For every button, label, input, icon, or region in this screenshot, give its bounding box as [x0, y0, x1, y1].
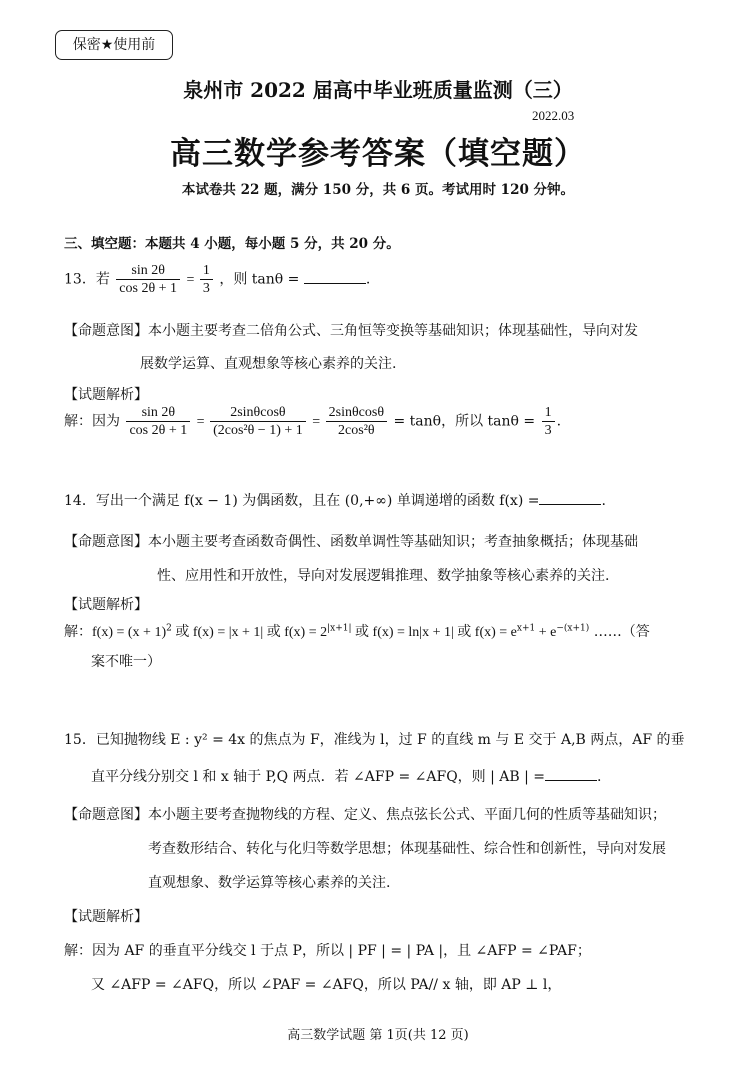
q14-intent-text1: 本小题主要考查函数奇偶性、函数单调性等基础知识；考查抽象概括；体现基础 — [148, 534, 638, 550]
q15-stem-line1: 15．已知抛物线 E : y² = 4x 的焦点为 F，准线为 l，过 F 的直线 m 与 E 交于 A,B 两点，AF 的垂 — [64, 732, 685, 748]
intent-label: 【命题意图】 — [64, 323, 148, 339]
solution-label: 解： — [64, 624, 92, 640]
q13-sol-frac2-num: 2sinθcosθ — [210, 404, 306, 422]
q13-sol-frac1 — [126, 404, 190, 439]
q14-sol-part2: 或 f(x) = |x + 1| 或 f(x) = 2 — [171, 625, 328, 640]
section-heading: 三、填空题：本题共 4 小题，每小题 5 分，共 20 分。 — [64, 236, 400, 252]
q14-stem-text: 14．写出一个满足 f(x − 1) 为偶函数，且在 (0,+∞) 单调递增的函数 f(x) = — [64, 493, 540, 509]
q13-third-num: 1 — [200, 262, 213, 280]
q13-sol-end: . — [556, 413, 562, 430]
solution-label: 解： — [64, 413, 92, 430]
q15-answer-blank — [545, 780, 597, 781]
q15-analysis-label: 【试题解析】 — [64, 909, 148, 925]
q15-stem-line2 — [91, 766, 602, 786]
q14-sol-exp2: x+1 — [516, 623, 536, 634]
q13-answer-blank — [304, 283, 366, 284]
q14-sol-line2: 案不唯一） — [91, 654, 161, 670]
q14-answer-blank — [539, 504, 601, 505]
q13-sol-answer-den: 3 — [544, 423, 552, 438]
q14-sol-square: 2 — [166, 623, 172, 634]
q14-sol-part3: 或 f(x) = ln|x + 1| 或 f(x) = e — [351, 625, 517, 640]
q13-sol-frac3 — [326, 404, 387, 439]
q13-intent-text1: 本小题主要考查二倍角公式、三角恒等变换等基础知识；体现基础性，导向对发 — [148, 323, 638, 339]
q13-frac-num: sin 2θ — [116, 262, 180, 280]
confidential-box: 保密★使用前 — [55, 30, 173, 60]
q14-sol-part1: f(x) = (x + 1) — [92, 625, 167, 640]
q13-third — [200, 262, 213, 297]
exam-intro: 本试卷共 22 题，满分 150 分，共 6 页。考试用时 120 分钟。 — [181, 182, 575, 198]
q13-sol-frac1-den: cos 2θ + 1 — [129, 423, 188, 438]
q13-end: . — [365, 271, 371, 288]
q15-end: . — [597, 769, 602, 785]
q15-intent-line3: 直观想象、数学运算等核心素养的关注. — [148, 875, 391, 891]
q15-intent-line1 — [64, 804, 666, 824]
q15-sol-text1: 因为 AF 的垂直平分线交 l 于点 P，所以 | PF | = | PA |，且 ∠AFP = ∠PAF； — [92, 943, 591, 959]
intent-label: 【命题意图】 — [64, 534, 148, 550]
q13-sol-tail: = tanθ，所以 tanθ = — [393, 413, 540, 430]
q13-intent-line2: 展数学运算、直观想象等核心素养的关注. — [140, 356, 397, 372]
q13-sol-frac3-num: 2sinθcosθ — [326, 404, 387, 422]
q14-solution — [64, 621, 650, 641]
q15-intent-line2: 考查数形结合、转化与化归等数学思想；体现基础性、综合性和创新性，导向对发展 — [148, 841, 666, 857]
q14-sol-part4: + e — [535, 625, 557, 640]
q15-solution-line2: 又 ∠AFP = ∠AFQ，所以 ∠PAF = ∠AFQ，所以 PA// x 轴，即 AP ⊥ l， — [91, 977, 562, 993]
q13-fraction — [116, 262, 180, 297]
q15-stem-text2: 直平分线分别交 l 和 x 轴于 P,Q 两点．若 ∠AFP = ∠AFQ，则 | AB | = — [91, 769, 546, 785]
q14-intent-line2: 性、应用性和开放性，导向对发展逻辑推理、数学抽象等核心素养的关注. — [157, 568, 610, 584]
q14-analysis-label: 【试题解析】 — [64, 597, 148, 613]
q13-eq: = — [186, 272, 198, 288]
q14-sol-part5: ……（答 — [589, 624, 650, 640]
q13-solution — [64, 404, 561, 439]
q13-then: ，则 tanθ = — [219, 271, 300, 288]
q14-end: . — [601, 493, 606, 509]
page-footer: 高三数学试题 第 1页(共 12 页) — [287, 1028, 469, 1043]
q13-number: 13．若 — [64, 271, 110, 288]
q13-frac-den: cos 2θ + 1 — [119, 281, 178, 296]
q15-intent-text1: 本小题主要考查抛物线的方程、定义、焦点弦长公式、平面几何的性质等基础知识； — [148, 807, 666, 823]
q13-third-den: 3 — [202, 281, 210, 296]
q13-stem — [64, 262, 370, 297]
solution-label: 解： — [64, 943, 92, 959]
q13-sol-answer-num: 1 — [542, 404, 555, 422]
page-title: 高三数学参考答案（填空题） — [170, 136, 586, 172]
q13-intent-line1 — [64, 320, 638, 340]
q13-sol-eq1: = — [196, 414, 209, 430]
q14-sol-exp3: −(x+1) — [556, 623, 590, 634]
q13-sol-frac1-num: sin 2θ — [126, 404, 190, 422]
school-heading: 泉州市 2022 届高中毕业班质量监测（三） — [183, 78, 573, 102]
q13-sol-answer — [542, 404, 555, 439]
q13-sol-frac2-den: (2cos²θ − 1) + 1 — [213, 423, 303, 438]
exam-date: 2022.03 — [532, 108, 575, 123]
q15-solution-line1 — [64, 940, 591, 960]
q14-stem — [64, 490, 606, 510]
q13-sol-eq2: = — [312, 414, 324, 430]
q14-intent-line1 — [64, 531, 638, 551]
q13-analysis-label: 【试题解析】 — [64, 387, 148, 403]
intent-label: 【命题意图】 — [64, 807, 148, 823]
q13-sol-frac3-den: 2cos²θ — [338, 423, 375, 438]
q13-sol-frac2 — [210, 404, 306, 439]
q13-sol-because: 因为 — [92, 413, 120, 430]
q14-sol-exp1: |x+1| — [327, 623, 352, 634]
